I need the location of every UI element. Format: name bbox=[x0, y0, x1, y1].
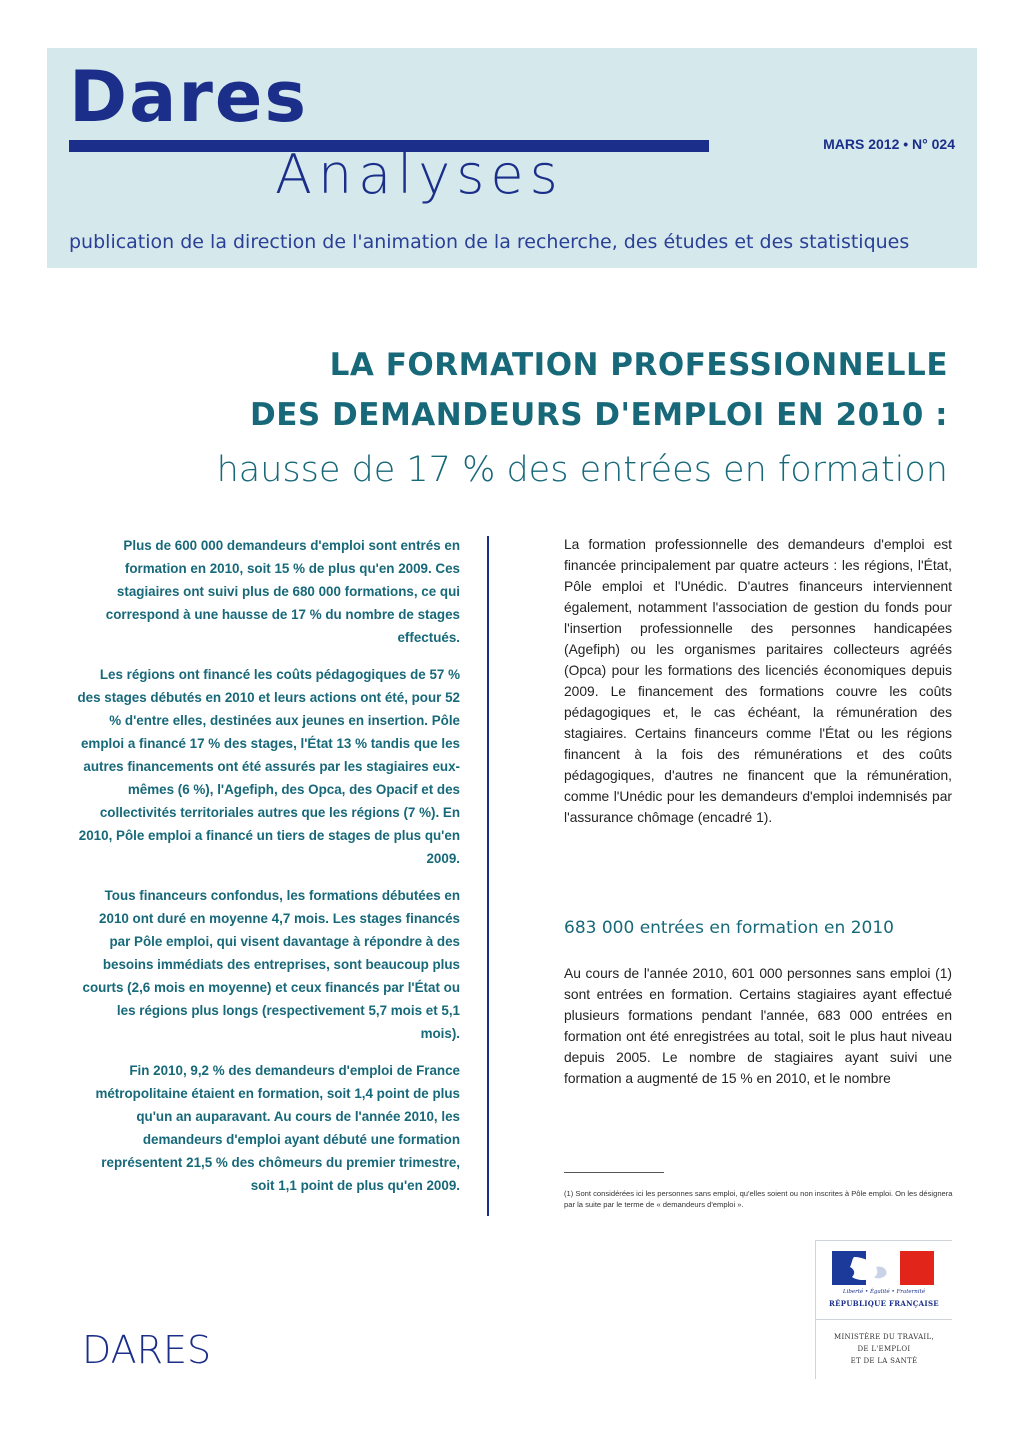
section-paragraph: Au cours de l'année 2010, 601 000 personnes sans emploi (1) sont entrées en formation. Certains stagiaires ayant effectué plusieurs formations pendant l'année, 683 000 entrées en formation ont été enregistrées au total, soit le plus haut niveau depuis 2005. Le nombre de stagiaires ayant suivi une formation a augmenté de 15 % en 2010, et le nombre bbox=[564, 966, 952, 1086]
ministry-name bbox=[816, 1331, 952, 1367]
marianne-logo-icon bbox=[832, 1251, 934, 1285]
column-divider bbox=[487, 536, 489, 1216]
header-banner bbox=[47, 48, 977, 268]
title-line-1: LA FORMATION PROFESSIONNELLE bbox=[329, 347, 948, 383]
summary-paragraph: Tous financeurs confondus, les formations débutées en 2010 ont duré en moyenne 4,7 mois. Les stages financés par Pôle emploi, qui visent davantage à répondre à des besoins immédiats des entreprises, sont beaucoup plus courts (2,6 mois en moyenne) et ceux financés par l'État ou les régions plus longs (respectivement 5,7 mois et 5,1 mois). bbox=[82, 888, 460, 1041]
body-column bbox=[564, 534, 952, 828]
ministry-line-2: DE L'EMPLOI bbox=[857, 1345, 911, 1353]
issue-date: MARS 2012 • N° 024 bbox=[823, 136, 955, 152]
brand-subtitle: Analyses bbox=[275, 143, 564, 206]
ministry-line-1: MINISTÈRE DU TRAVAIL, bbox=[834, 1333, 934, 1341]
marianne-motto: Liberté • Égalité • Fraternité bbox=[842, 1289, 926, 1295]
brand-title: Dares bbox=[69, 56, 309, 138]
intro-paragraph: La formation professionnelle des demandeurs d'emploi est financée principalement par quatre acteurs : les régions, l'État, Pôle emploi et l'Unédic. D'autres financeurs interviennent également, notamment l'association de gestion du fonds pour l'insertion professionnelle des personnes handicapées (Agefiph) ou les organismes paritaires collecteurs agréés (Opca) pour les formations des licenciés économiques depuis 2009. Le financement des formations couvre les coûts pédagogiques et, le cas échéant, la rémunération des stagiaires. Certains financeurs comme l'État ou les régions financent à la fois des rémunérations et des coûts pédagogiques, d'autres ne financent que la rémunération, comme l'Unédic pour les demandeurs d'emploi indemnisés par l'assurance chômage (encadré 1). bbox=[564, 537, 952, 825]
ministry-block bbox=[815, 1240, 952, 1379]
tagline: publication de la direction de l'animation de la recherche, des études et des statistiques bbox=[69, 231, 910, 253]
summary-column bbox=[76, 534, 460, 1211]
dares-logo: DARES bbox=[82, 1328, 212, 1372]
footnote: (1) Sont considérées ici les personnes sans emploi, qu'elles soient ou non inscrites à Pôle emploi. On les désignera par la suite par le terme de « demandeurs d'emploi ». bbox=[564, 1189, 953, 1209]
section-body bbox=[564, 963, 952, 1089]
ministry-rule bbox=[816, 1319, 952, 1320]
title-line-2: DES DEMANDEURS D'EMPLOI EN 2010 : bbox=[250, 397, 948, 433]
section-heading: 683 000 entrées en formation en 2010 bbox=[564, 918, 894, 938]
republique-label: RÉPUBLIQUE FRANÇAISE bbox=[829, 1299, 939, 1308]
page-title bbox=[250, 340, 948, 440]
ministry-line-3: ET DE LA SANTÉ bbox=[850, 1357, 918, 1365]
footnote-rule bbox=[564, 1172, 664, 1173]
page-subtitle: hausse de 17 % des entrées en formation bbox=[216, 450, 948, 490]
summary-paragraph: Plus de 600 000 demandeurs d'emploi sont entrés en formation en 2010, soit 15 % de plus qu'en 2009. Ces stagiaires ont suivi plus de 680 000 formations, ce qui correspond à une hausse de 17 % du nombre de stages effectués. bbox=[105, 538, 460, 645]
summary-paragraph: Les régions ont financé les coûts pédagogiques de 57 % des stages débutés en 2010 et leurs actions ont été, pour 52 % d'entre elles, destinées aux jeunes en insertion. Pôle emploi a financé 17 % des stages, l'État 13 % tandis que les autres financements ont été assurés par les stagiaires eux-mêmes (6 %), l'Agefiph, des Opca, des Opacif et des collectivités territoriales autres que les régions (7 %). En 2010, Pôle emploi a financé un tiers de stages de plus qu'en 2009. bbox=[77, 667, 460, 866]
summary-paragraph: Fin 2010, 9,2 % des demandeurs d'emploi de France métropolitaine étaient en formation, soit 1,4 point de plus qu'un an auparavant. Au cours de l'année 2010, les demandeurs d'emploi ayant débuté une formation représentent 21,5 % des chômeurs du premier trimestre, soit 1,1 point de plus qu'en 2009. bbox=[95, 1063, 460, 1193]
